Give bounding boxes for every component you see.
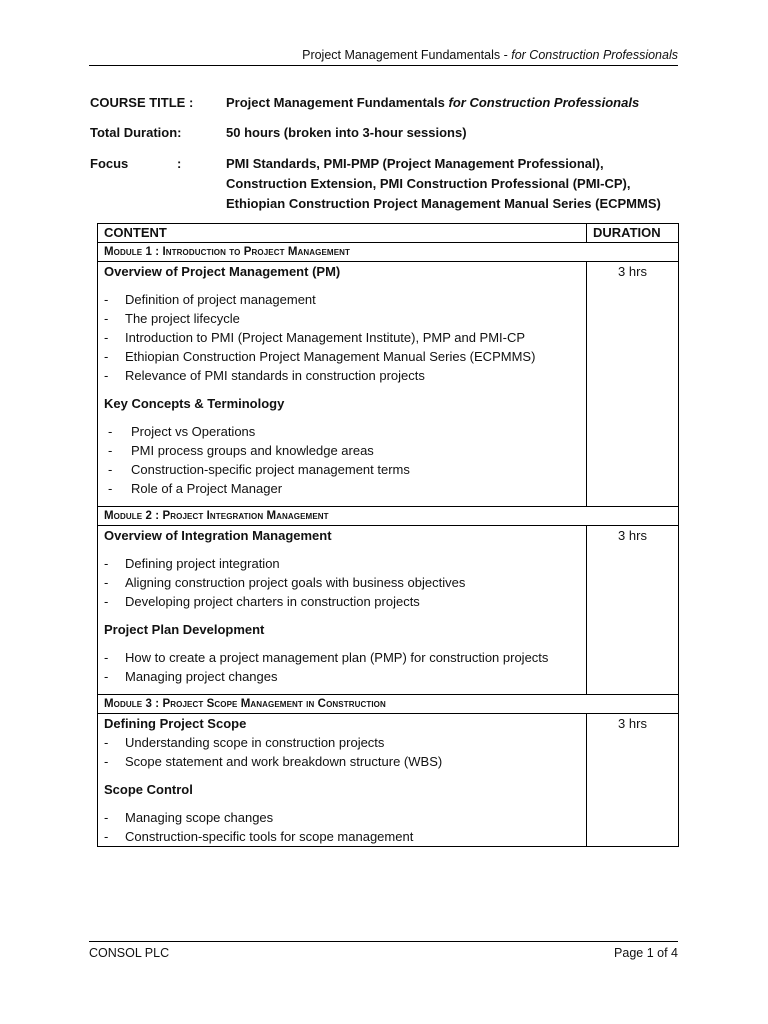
course-content-table: [97, 223, 679, 847]
footer-page-number: Page 1 of 4: [614, 946, 678, 960]
module-2-duration: 3 hrs: [587, 526, 679, 695]
section-title: Overview of Integration Management: [104, 528, 332, 543]
duration-value: 50 hours (broken into 3-hour sessions): [226, 125, 467, 140]
module-heading-row: [98, 695, 679, 714]
list-item: - Managing project changes: [104, 667, 580, 686]
header-title-italic: for Construction Professionals: [511, 48, 678, 62]
item-list: [104, 648, 580, 686]
item-list: [104, 733, 580, 771]
module-3-heading: Module 3 : Project Scope Management in Construction: [98, 695, 679, 714]
item-list: [104, 554, 580, 611]
module-2-heading: Module 2 : Project Integration Management: [98, 507, 679, 526]
focus-label: Focus: [90, 156, 129, 171]
list-item: - Relevance of PMI standards in construction projects: [104, 366, 580, 385]
list-item: - Project vs Operations: [104, 422, 580, 441]
course-title-label: COURSE TITLE :: [90, 95, 194, 110]
course-title-text: Project Management Fundamentals: [226, 95, 449, 110]
list-item: - Construction-specific project management terms: [104, 460, 580, 479]
module-1-content-row: [98, 262, 679, 507]
list-item: - Role of a Project Manager: [104, 479, 580, 498]
duration-label: Total Duration:: [90, 125, 182, 140]
list-item: - The project lifecycle: [104, 309, 580, 328]
section-title: Overview of Project Management (PM): [104, 264, 341, 279]
list-item: - Introduction to PMI (Project Management Institute), PMP and PMI-CP: [104, 328, 580, 347]
list-item: - Construction-specific tools for scope management: [104, 827, 580, 846]
module-3-content-row: [98, 714, 679, 847]
list-item: - Ethiopian Construction Project Management Manual Series (ECPMMS): [104, 347, 580, 366]
list-item: - How to create a project management plan (PMP) for construction projects: [104, 648, 580, 667]
module-1-content: [98, 262, 587, 507]
list-item: - Understanding scope in construction projects: [104, 733, 580, 752]
page-footer: [89, 941, 678, 960]
footer-company: CONSOL PLC: [89, 946, 170, 960]
item-list: [104, 422, 580, 498]
module-3-content: [98, 714, 587, 847]
page-header: [89, 46, 678, 66]
module-heading-row: [98, 507, 679, 526]
content-column-header: CONTENT: [98, 224, 587, 243]
list-item: - Aligning construction project goals with business objectives: [104, 573, 580, 592]
focus-value: PMI Standards, PMI-PMP (Project Management Professional), Construction Extension, PMI Construction Professional (PMI-CP), Ethiopian Construction Project Management Manual Series (ECPMMS): [226, 156, 661, 211]
section-title: Scope Control: [104, 782, 193, 797]
section-title: Project Plan Development: [104, 622, 265, 637]
module-heading-row: [98, 243, 679, 262]
module-3-duration: 3 hrs: [587, 714, 679, 847]
module-1-heading: Module 1 : Introduction to Project Management: [98, 243, 679, 262]
duration-column-header: DURATION: [587, 224, 679, 243]
course-title-italic: for Construction Professionals: [448, 95, 640, 110]
section-title: Key Concepts & Terminology: [104, 396, 285, 411]
focus-colon: :: [177, 156, 182, 171]
item-list: [104, 808, 580, 846]
module-2-content-row: [98, 526, 679, 695]
list-item: - Developing project charters in construction projects: [104, 592, 580, 611]
header-title: Project Management Fundamentals -: [302, 48, 512, 62]
table-header-row: [98, 224, 679, 243]
list-item: - Defining project integration: [104, 554, 580, 573]
list-item: - PMI process groups and knowledge areas: [104, 441, 580, 460]
course-title-value: [226, 93, 681, 113]
list-item: - Definition of project management: [104, 290, 580, 309]
list-item: - Managing scope changes: [104, 808, 580, 827]
list-item: - Scope statement and work breakdown structure (WBS): [104, 752, 580, 771]
item-list: [104, 290, 580, 385]
module-2-content: [98, 526, 587, 695]
module-1-duration: 3 hrs: [587, 262, 679, 507]
section-title: Defining Project Scope: [104, 716, 247, 731]
